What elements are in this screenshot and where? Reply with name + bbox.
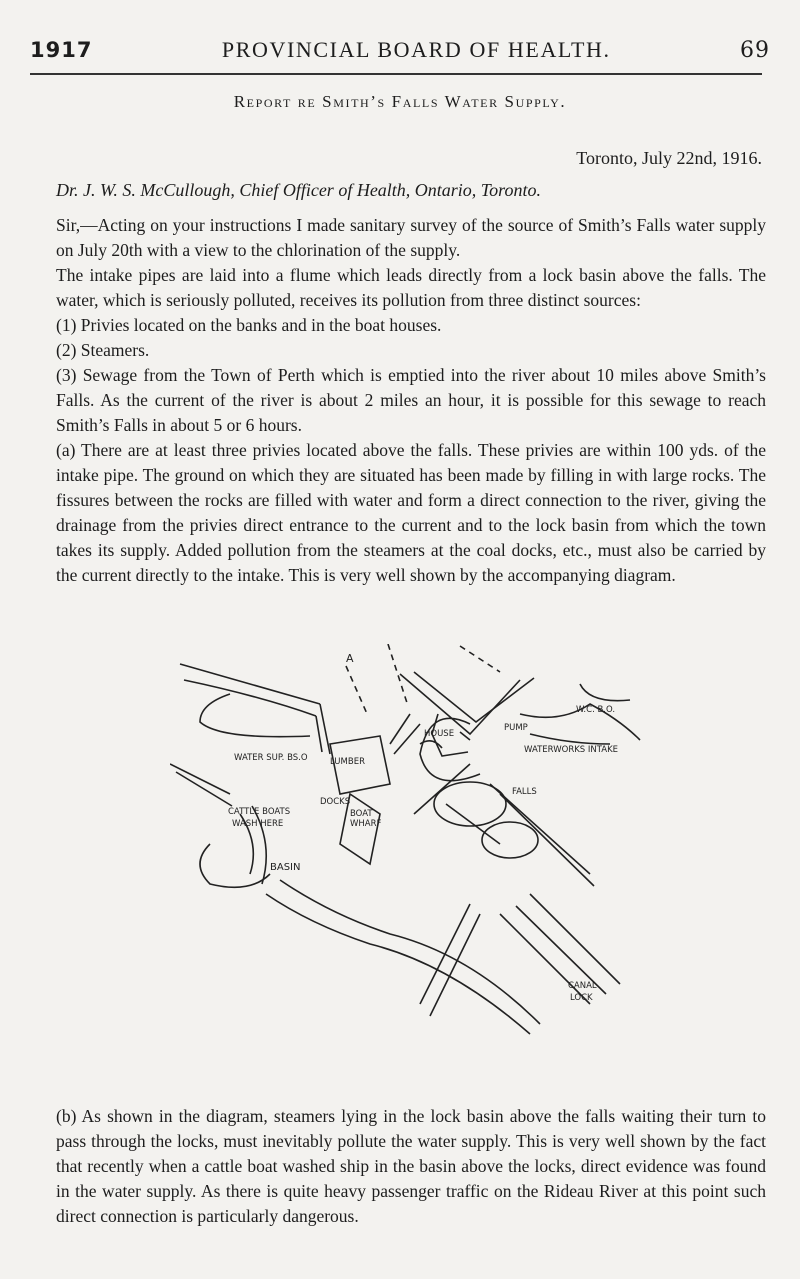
paragraph-intake: The intake pipes are laid into a flume which leads directly from a lock basin above the falls. The water, which is seriously polluted, receives its pollution from three distinct sources: [56,265,766,310]
addressee: Dr. J. W. S. McCullough, Chief Officer of Health, Ontario, Toronto. [56,180,542,200]
label-lock: LOCK [570,993,593,1003]
label-wc-bo: W.C. B.O. [576,705,616,715]
paragraph-source-3: (3) Sewage from the Town of Perth which is emptied into the river about 10 miles above Smith’s Falls. As the current of the river is about 2 miles an hour, it is possible for this sewage to reach Smith’s Falls in about 5 or 6 hours. [56,365,766,435]
running-head [30,30,770,70]
letter-body [56,213,766,588]
closing-section [56,1104,766,1229]
header-rule [30,73,762,75]
label-water-sup: WATER SUP. BS.O [234,753,308,763]
label-house: HOUSE [424,729,455,739]
label-canal: CANAL [568,981,597,991]
paragraph-salutation: Sir,—Acting on your instructions I made sanitary survey of the source of Smith’s Falls water supply on July 20th with a view to the chlorination of the supply. [56,215,766,260]
label-falls: FALLS [512,787,537,797]
label-waterworks-intake: WATERWORKS INTAKE [524,745,619,755]
page-number: 69 [740,37,770,63]
paragraph-source-2: (2) Steamers. [56,340,150,360]
header-board: PROVINCIAL BOARD OF HEALTH. [221,37,611,62]
label-docks: DOCKS [320,797,351,807]
paragraph-a: (a) There are at least three privies located above the falls. These privies are within 100 yds. of the intake pipe. The ground on which they are situated has been made by filling in with large rocks. The fissures between the rocks are filled with water and form a direct connection to the river, giving the drainage from the privies direct entrance to the current and to the lock basin from which the town takes its supply. Added pollution from the steamers at the coal docks, etc., must also be carried by the current directly to the intake. This is very well shown by the accompanying diagram. [56,440,766,585]
river-diagram [170,644,770,1084]
label-wash-here: WASH HERE [232,819,284,829]
dateline: Toronto, July 22nd, 1916. [576,148,762,168]
label-cattle-boats: CATTLE BOATS [228,807,291,817]
label-a: A [346,652,354,665]
label-pump: PUMP [504,723,528,733]
label-lumber: LUMBER [330,757,365,767]
header-year: 1917 [30,38,93,62]
label-basin: BASIN [270,862,301,873]
label-boat: BOAT [350,809,373,819]
report-title: Report re Smith’s Falls Water Supply. [233,92,567,111]
paragraph-source-1: (1) Privies located on the banks and in the boat houses. [56,315,442,335]
paragraph-b: (b) As shown in the diagram, steamers lying in the lock basin above the falls waiting their turn to pass through the locks, must inevitably pollute the water supply. This is very well shown by the fact that recently when a cattle boat washed ship in the basin above the locks, direct evidence was found in the water supply. As there is quite heavy passenger traffic on the Rideau River at this point such direct connection is particularly dangerous. [56,1106,766,1226]
label-wharf: WHARF [350,819,382,829]
